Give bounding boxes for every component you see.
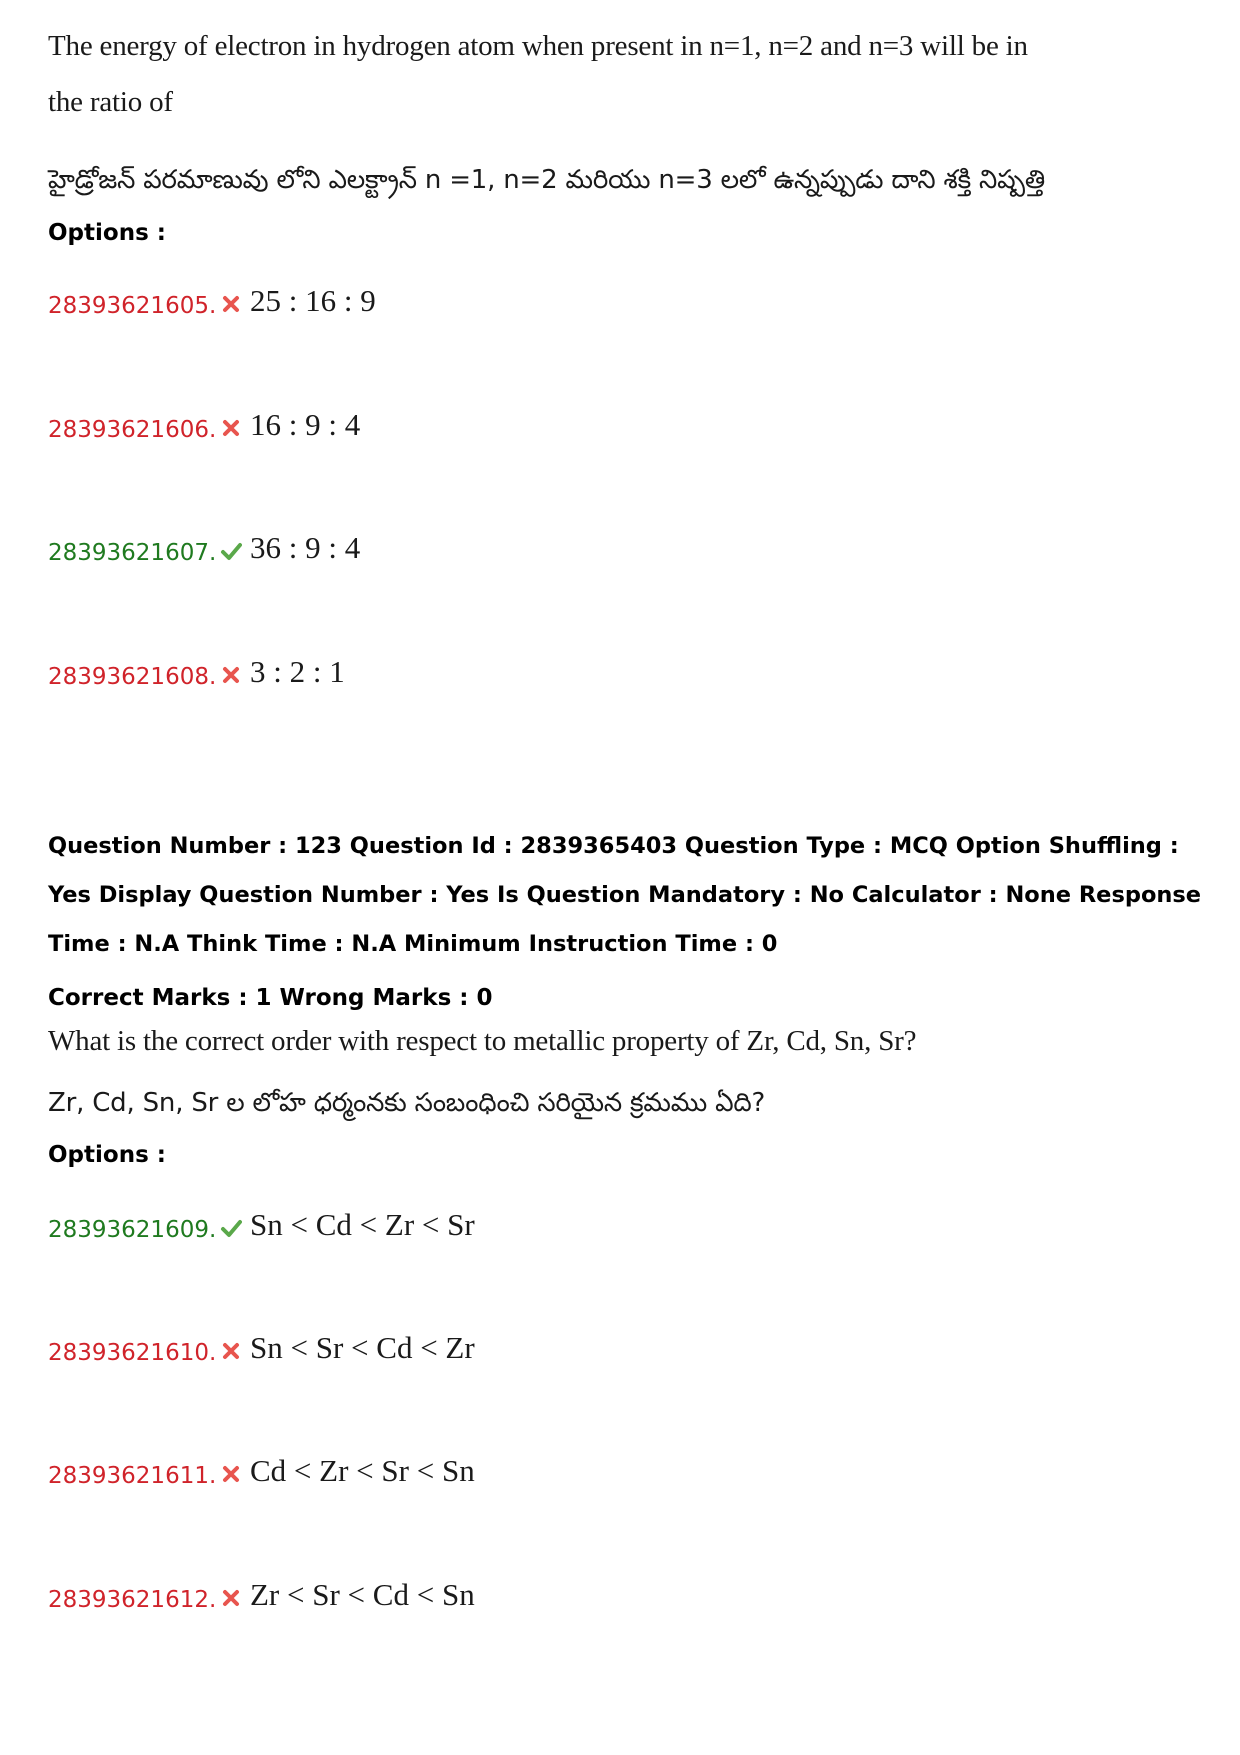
- option-id: 28393621607.: [48, 540, 217, 566]
- q2-options-label: Options :: [48, 1142, 166, 1168]
- option-text: Sn < Sr < Cd < Zr: [250, 1330, 475, 1365]
- option-id: 28393621608.: [48, 664, 217, 690]
- option-id: 28393621606.: [48, 417, 217, 443]
- option-text: 25 : 16 : 9: [250, 283, 376, 318]
- q1-text-line1: The energy of electron in hydrogen atom when present in n=1, n=2 and n=3 will be in: [48, 30, 1028, 62]
- option-id: 28393621605.: [48, 293, 217, 319]
- option-text: 3 : 2 : 1: [250, 654, 345, 689]
- option-text: Zr < Sr < Cd < Sn: [250, 1577, 475, 1612]
- q2-marks: Correct Marks : 1 Wrong Marks : 0: [48, 985, 493, 1011]
- option-id: 28393621609.: [48, 1217, 217, 1243]
- option-text: Cd < Zr < Sr < Sn: [250, 1453, 475, 1488]
- cross-icon: [220, 293, 242, 315]
- q1-telugu-text: హైడ్రోజన్ పరమాణువు లోని ఎలక్ట్రాన్ n =1, n=2 మరియు n=3 లలో ఉన్నప్పుడు దాని శక్తి నిష్పత్తి: [48, 165, 1045, 195]
- q1-text-line2: the ratio of: [48, 86, 173, 118]
- q2-telugu-text: Zr, Cd, Sn, Sr ల లోహ ధర్మంనకు సంబంధించి సరియైన క్రమము ఏది?: [48, 1088, 766, 1118]
- check-icon: [220, 540, 242, 562]
- cross-icon: [220, 417, 242, 439]
- cross-icon: [220, 1463, 242, 1485]
- option-text: 36 : 9 : 4: [250, 530, 361, 565]
- cross-icon: [220, 1340, 242, 1362]
- option-id: 28393621611.: [48, 1463, 217, 1489]
- check-icon: [220, 1217, 242, 1239]
- option-id: 28393621612.: [48, 1587, 217, 1613]
- option-id: 28393621610.: [48, 1340, 217, 1366]
- option-text: Sn < Cd < Zr < Sr: [250, 1207, 475, 1242]
- q2-text: What is the correct order with respect to metallic property of Zr, Cd, Sn, Sr?: [48, 1025, 917, 1057]
- cross-icon: [220, 664, 242, 686]
- option-text: 16 : 9 : 4: [250, 407, 361, 442]
- cross-icon: [220, 1587, 242, 1609]
- q2-metadata: Question Number : 123 Question Id : 2839365403 Question Type : MCQ Option Shuffling : Yes Display Question Number : Yes Is Question Mandatory : No Calculator : None Response Time : N.A Think Time : N.A Minimum Instruction Time : 0: [48, 833, 1202, 957]
- q1-options-label: Options :: [48, 220, 166, 246]
